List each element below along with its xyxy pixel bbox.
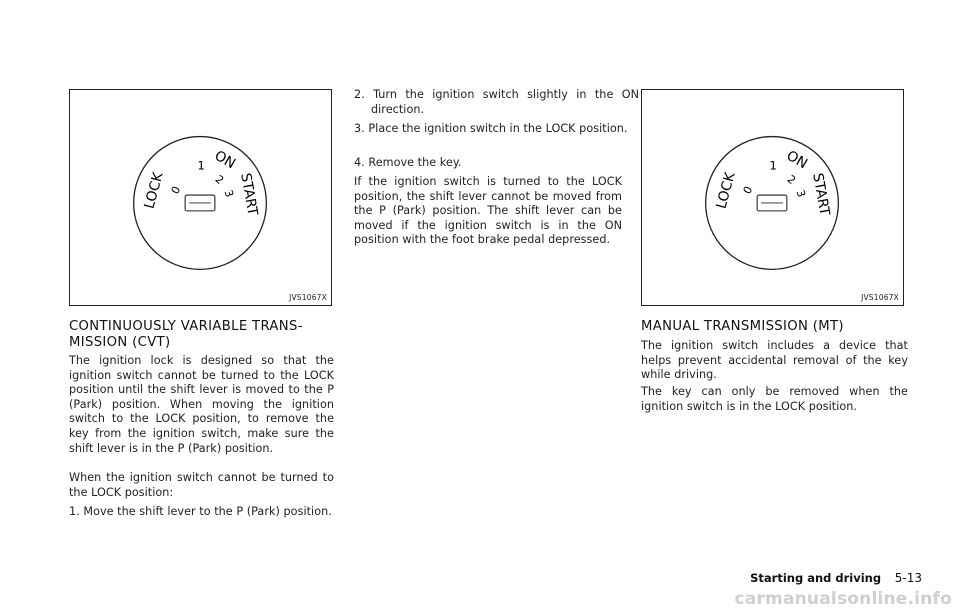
cvt-step-3: 3. Place the ignition switch in the LOCK position. (354, 122, 628, 135)
dial-label-on: ON (783, 147, 811, 173)
footer-section-title: Starting and driving (750, 571, 882, 585)
ignition-switch-figure-left (69, 89, 332, 306)
ignition-dial-illustration (642, 90, 903, 305)
page-footer (750, 571, 922, 585)
dial-label-3: 3 (221, 188, 237, 199)
ignition-switch-figure-right (641, 89, 904, 306)
dial-label-1: 1 (197, 158, 205, 173)
cvt-paragraph-3: If the ignition switch is turned to the LOCK position, the shift lever cannot be moved from the P (Park) position. The shift lever can be moved if the ignition switch is in the ON position with the foot brake pedal depressed. (354, 175, 622, 247)
dial-label-start: START (809, 171, 833, 217)
dial-label-lock: LOCK (713, 170, 739, 211)
cvt-step-4: 4. Remove the key. (354, 156, 462, 169)
cvt-heading-line2: MISSION (CVT) (69, 335, 171, 350)
dial-label-0: 0 (740, 184, 756, 197)
page-number: 5-13 (894, 571, 922, 585)
mt-paragraph-2: The key can only be removed when the ignition switch is in the LOCK position. (641, 385, 908, 413)
cvt-paragraph-1: The ignition lock is designed so that the ignition switch cannot be turned to the LOCK position until the shift lever is moved to the P (Park) position. When moving the ignition switch to the LOCK position, to remove the key from the ignition switch, make sure the shift lever is in the P (Park) position. (69, 354, 334, 455)
mt-paragraph-1: The ignition switch includes a device that helps prevent accidental removal of the key while driving. (641, 339, 908, 382)
dial-label-2: 2 (212, 172, 227, 187)
dial-label-0: 0 (168, 184, 184, 197)
cvt-step-2: 2. Turn the ignition switch slightly in the ON direction. (354, 88, 639, 116)
dial-label-lock: LOCK (141, 170, 167, 211)
dial-label-3: 3 (793, 188, 809, 199)
cvt-paragraph-2: When the ignition switch cannot be turned to the LOCK position: (69, 471, 334, 499)
dial-label-on: ON (211, 147, 239, 173)
dial-label-1: 1 (769, 158, 777, 173)
figure-caption: JVS1067X (289, 293, 327, 302)
figure-caption: JVS1067X (861, 293, 899, 302)
ignition-dial-illustration (70, 90, 331, 305)
dial-label-start: START (237, 171, 261, 217)
mt-heading: MANUAL TRANSMISSION (MT) (641, 319, 844, 334)
watermark: carmanualsonline.info (734, 589, 952, 609)
cvt-step-1: 1. Move the shift lever to the P (Park) position. (69, 505, 332, 518)
cvt-heading-line1: CONTINUOUSLY VARIABLE TRANS- (69, 319, 303, 334)
dial-label-2: 2 (784, 172, 799, 187)
